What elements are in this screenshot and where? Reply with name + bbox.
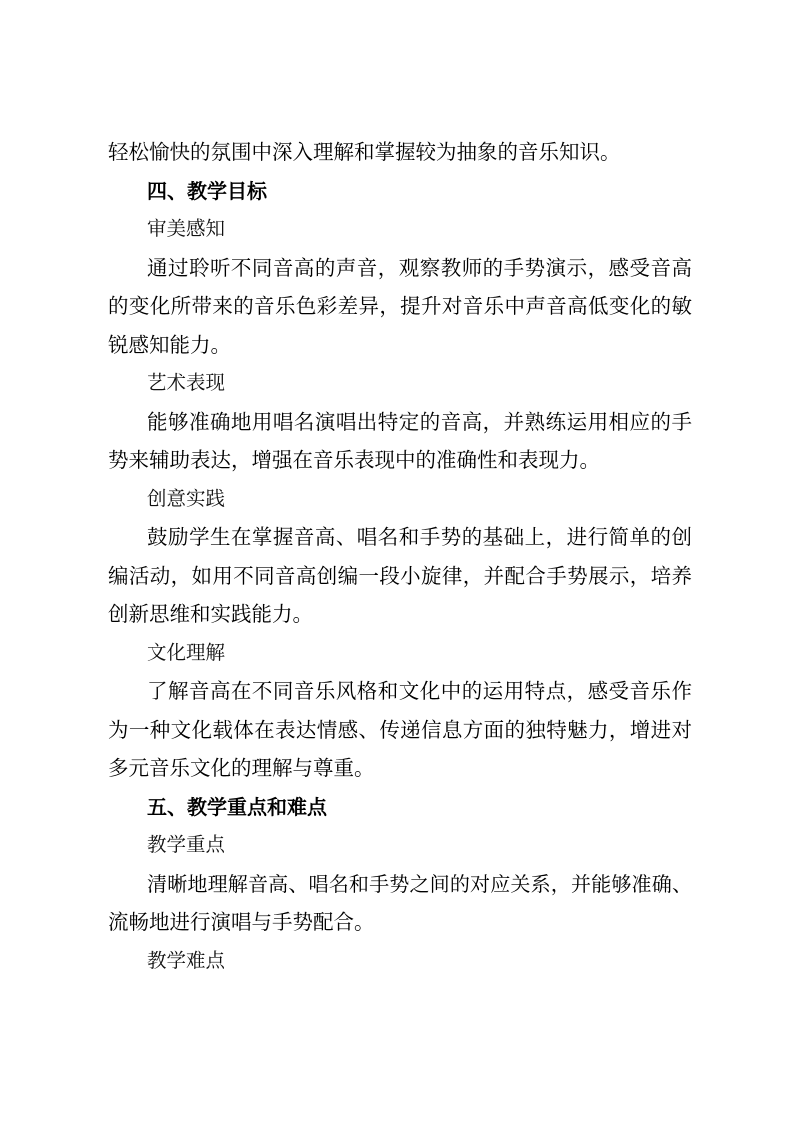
paragraph-line: 锐感知能力。 [108,332,231,357]
paragraph-line: 创新思维和实践能力。 [108,602,313,626]
subheading-artistic-expression: 艺术表现 [147,371,226,394]
subheading-creative-practice: 创意实践 [147,486,226,510]
subheading-aesthetic-perception: 审美感知 [147,217,226,240]
section-heading-key-points: 五、教学重点和难点 [147,794,327,819]
subheading-cultural-understanding: 文化理解 [147,640,226,664]
document-body [108,133,692,980]
paragraph-line: 了解音高在不同音乐风格和文化中的运用特点，感受音乐作 [147,679,692,703]
section-heading-teaching-goals: 四、教学目标 [147,178,267,203]
paragraph-line: 轻松愉快的氛围中深入理解和掌握较为抽象的音乐知识。 [108,140,621,164]
paragraph-line: 流畅地进行演唱与手势配合。 [108,910,375,934]
subheading-teaching-focus: 教学重点 [147,833,226,856]
paragraph-line: 通过聆听不同音高的声音，观察教师的手势演示，感受音高 [147,255,692,280]
paragraph-line: 势来辅助表达，增强在音乐表现中的准确性和表现力。 [108,448,600,472]
paragraph-line: 清晰地理解音高、唱名和手势之间的对应关系，并能够准确、 [147,871,692,896]
paragraph-line: 为一种文化载体在表达情感、传递信息方面的独特魅力，增进对 [108,717,692,742]
paragraph-line: 鼓励学生在掌握音高、唱名和手势的基础上，进行简单的创 [147,525,692,549]
subheading-teaching-difficulty: 教学难点 [147,948,226,972]
paragraph-line: 能够准确地用唱名演唱出特定的音高，并熟练运用相应的手 [147,409,692,434]
paragraph-line: 的变化所带来的音乐色彩差异，提升对音乐中声音高低变化的敏 [108,294,692,318]
paragraph-line: 编活动，如用不同音高创编一段小旋律，并配合手势展示，培养 [108,563,692,588]
paragraph-line: 多元音乐文化的理解与尊重。 [108,756,375,780]
